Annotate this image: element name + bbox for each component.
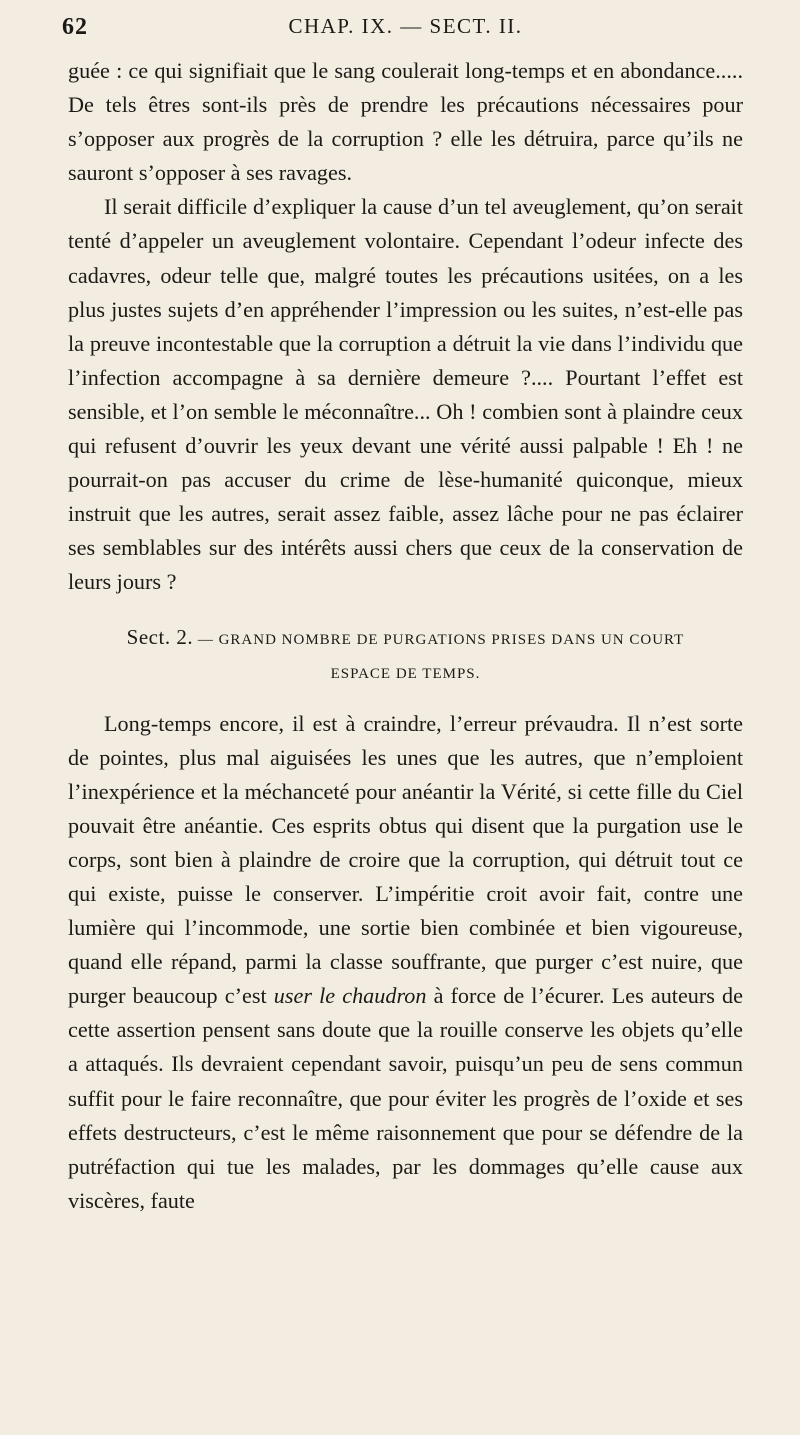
paragraph-3-italic: user le chaudron bbox=[273, 983, 427, 1009]
page-header bbox=[62, 14, 743, 54]
paragraph-1: guée : ce qui signifiait que le sang coulerait long-temps et en abondance..... De tels êtres sont-ils près de prendre les précautions nécessaires pour s’opposer aux progrès de la corruption ? elle les détruira, parce qu’ils ne sauront s’opposer à ses ravages. bbox=[68, 58, 743, 186]
section-heading bbox=[68, 620, 743, 691]
page-number: 62 bbox=[62, 14, 88, 40]
paragraph-3-text-a: Long-temps encore, il est à craindre, l’erreur prévaudra. Il n’est sorte de pointes, plus mal aiguisées les unes que les autres, que n’emploient l’inexpérience et la méchanceté pour anéantir la Vérité, si cette fille du Ciel pouvait être anéantie. Ces esprits obtus qui disent que la purgation use le corps, sont bien à plaindre de croire que la corruption, qui détruit tout ce qui existe, puisse le conserver. L’impéritie croit avoir fait, contre une lumière qui l’incommode, une sortie bien combinée et bien vigoureuse, quand elle répand, parmi la classe souffrante, que purger c’est nuire, que purger beaucoup c’est bbox=[68, 710, 743, 1009]
paragraph-3-text-b: à force de l’écurer. Les auteurs de cette assertion pensent sans doute que la rouille conserve les objets qu’elle a attaqués. Ils devraient cependant savoir, puisqu’un peu de sens commun suffit pour le faire reconnaître, que pour éviter les progrès de l’oxide et ses effets destructeurs, c’est le même raisonnement que pour se défendre de la putréfaction qui tue les malades, par les dommages qu’elle cause aux viscères, faute bbox=[68, 983, 743, 1213]
paragraph-2: Il serait difficile d’expliquer la cause d’un tel aveuglement, qu’on serait tenté d’appeler un aveuglement volontaire. Cependant l’odeur infecte des cadavres, odeur telle que, malgré toutes les précautions usitées, on a les plus justes sujets d’en appréhender l’impression ou les suites, n’est-elle pas la preuve incontestable que la corruption a détruit la vie dans l’individu que l’infection accompagne à sa dernière demeure ?.... Pourtant l’effet est sensible, et l’on semble le méconnaître... Oh ! combien sont à plaindre ceux qui refusent d’ouvrir les yeux devant une vérité aussi palpable ! Eh ! ne pourrait-on pas accuser du crime de lèse-humanité quiconque, mieux instruit que les autres, serait assez faible, assez lâche pour ne pas éclairer ses semblables sur des intérêts aussi chers que ceux de la conservation de leurs jours ? bbox=[68, 194, 743, 595]
book-page bbox=[62, 14, 743, 1218]
running-head: CHAP. IX. — SECT. II. bbox=[288, 14, 523, 38]
section-title-line-1: GRAND NOMBRE DE PURGATIONS PRISES DANS UN COURT bbox=[218, 631, 685, 648]
section-dash: — bbox=[193, 631, 219, 648]
section-title-line-2: ESPACE DE TEMPS. bbox=[330, 665, 481, 682]
paragraph-3 bbox=[68, 707, 743, 1218]
body-text bbox=[68, 54, 743, 1218]
section-label: Sect. 2. bbox=[126, 624, 194, 649]
